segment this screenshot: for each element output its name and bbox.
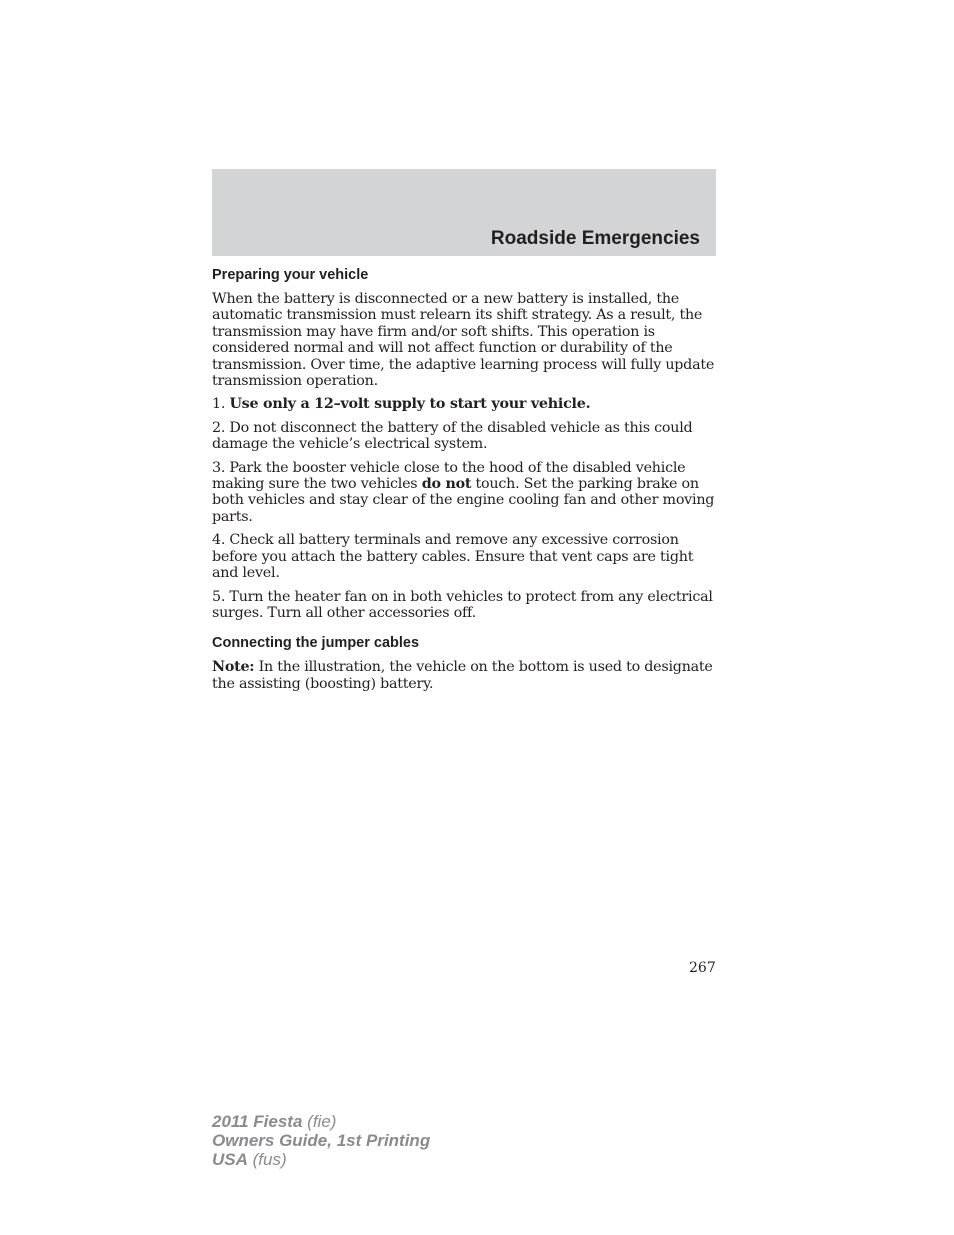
- main-content: [212, 267, 716, 699]
- footer-line-2: [212, 1131, 430, 1150]
- intro-paragraph: When the battery is disconnected or a new battery is installed, the automatic transmission must relearn its shift strategy. As a result, the transmission may have firm and/or soft shifts. This operation is considered normal and will not affect function or durability of the transmission. Over time, the adaptive learning process will fully update transmission operation.: [212, 291, 715, 390]
- footer-guide: Owners Guide, 1st Printing: [212, 1131, 431, 1150]
- step-3: [212, 460, 716, 526]
- document-footer: [212, 1112, 430, 1169]
- footer-model: 2011 Fiesta: [212, 1112, 303, 1131]
- note-paragraph: [212, 659, 716, 692]
- step-4: 4. Check all battery terminals and remove any excessive corrosion before you attach the battery cables. Ensure that vent caps are tight and level.: [212, 532, 694, 582]
- footer-region-code: (fus): [252, 1150, 287, 1169]
- step-2: 2. Do not disconnect the battery of the disabled vehicle as this could damage the vehicle’s electrical system.: [212, 419, 693, 453]
- step-3-emphasis: do not: [421, 476, 472, 493]
- page-number: 267: [689, 960, 716, 976]
- note-text: In the illustration, the vehicle on the bottom is used to designate the assisting (boosting) battery.: [212, 659, 713, 692]
- footer-line-3: [212, 1150, 430, 1169]
- step-5: 5. Turn the heater fan on in both vehicles to protect from any electrical surges. Turn all other accessories off.: [212, 588, 713, 621]
- step-1-text: Use only a 12–volt supply to start your vehicle.: [229, 396, 591, 413]
- footer-model-code: (fie): [307, 1112, 337, 1131]
- section-header-band: [212, 169, 716, 256]
- heading-connecting-cables: Connecting the jumper cables: [212, 635, 420, 652]
- step-1-number: 1.: [212, 396, 226, 413]
- step-3-text-a: 3. Park the booster vehicle close to the hood of the disabled vehicle making sure the two vehicles: [212, 459, 686, 493]
- step-3-text-b: touch. Set the parking brake on both vehicles and stay clear of the engine cooling fan and other moving parts.: [212, 476, 715, 525]
- footer-region: USA: [212, 1150, 248, 1169]
- heading-preparing-vehicle: Preparing your vehicle: [212, 267, 369, 283]
- footer-line-1: [212, 1112, 430, 1131]
- step-1: [212, 396, 716, 412]
- section-title: Roadside Emergencies: [490, 228, 700, 249]
- note-label: Note:: [212, 659, 255, 676]
